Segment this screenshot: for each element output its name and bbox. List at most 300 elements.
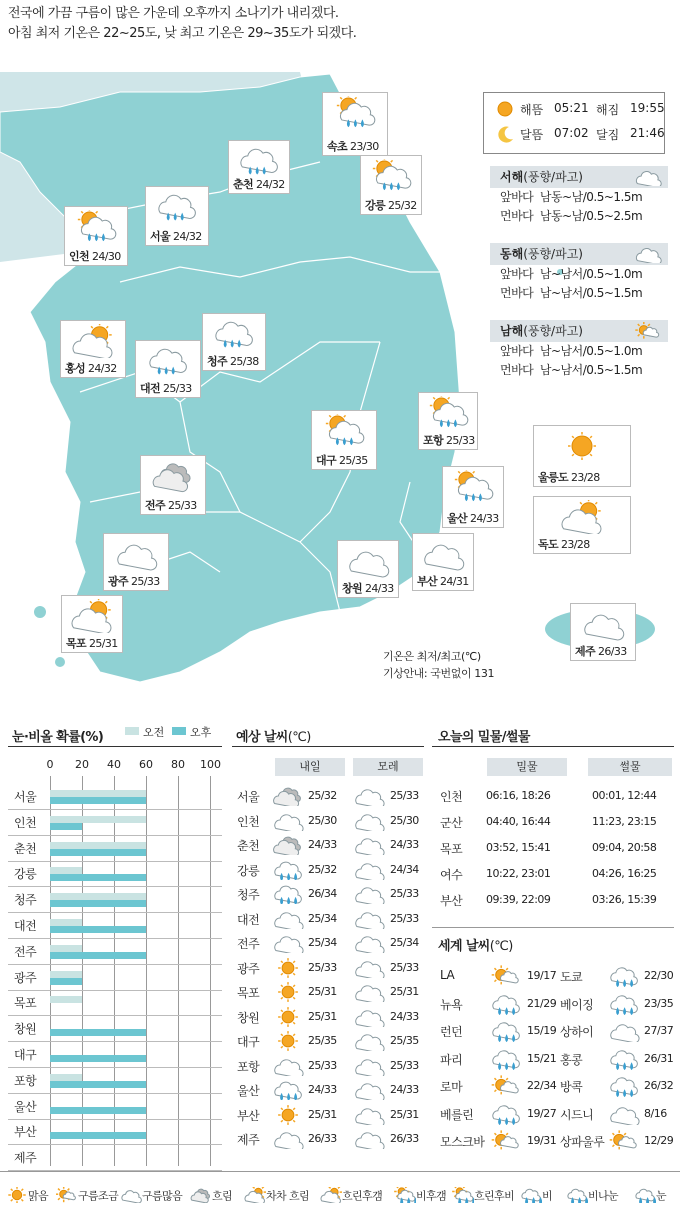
partly-cloudy-icon	[70, 599, 114, 637]
map-city-name: 목포	[66, 637, 87, 650]
precip-tick: 40	[107, 758, 121, 771]
forecast-after-temp: 25/31	[390, 1107, 419, 1121]
forecast-tomorrow-temp: 25/32	[308, 789, 337, 802]
map-city-3	[145, 186, 209, 246]
cloudy-icon	[272, 811, 304, 835]
forecast-tomorrow-temp: 25/33	[308, 1058, 337, 1072]
precip-pm-bar	[50, 1081, 146, 1088]
forecast-city: 전주	[237, 937, 260, 951]
precip-row-divider	[8, 809, 222, 810]
partly-sunny-icon	[490, 1075, 522, 1101]
map-city-16	[412, 533, 474, 591]
tide-low: 04:26, 16:25	[592, 867, 657, 880]
precip-row-divider	[8, 1067, 222, 1068]
tab-tomorrow: 내일	[275, 758, 345, 776]
world-temp-right: 26/31	[644, 1051, 674, 1065]
sea-far: 먼바다 남동~남/0.5~2.5m	[500, 209, 643, 223]
map-note	[383, 648, 494, 682]
precip-row-divider	[8, 912, 222, 913]
sea-box-1	[490, 243, 668, 303]
world-temp-left: 15/21	[527, 1051, 557, 1065]
cloudy-icon	[353, 1031, 385, 1055]
world-temp-right: 22/30	[644, 969, 674, 982]
legend-item	[56, 1187, 118, 1206]
precip-am-bar	[50, 816, 146, 823]
tide-high: 03:52, 15:41	[486, 841, 551, 854]
legend-item	[6, 1187, 48, 1206]
precip-am-bar	[50, 945, 82, 952]
moonrise-label: 달뜸	[520, 128, 544, 142]
temp-note: 기온은 최저/최고(℃)	[383, 650, 481, 663]
tides-divider	[432, 746, 674, 747]
sun-moon-box	[483, 92, 665, 154]
moon-icon	[497, 125, 515, 143]
map-city-11	[140, 455, 206, 515]
sunset-time: 19:55	[630, 101, 665, 115]
forecast-after-temp: 25/31	[390, 985, 419, 998]
precip-city: 창원	[14, 1022, 37, 1037]
legend-item	[566, 1187, 618, 1206]
moonset-label: 달짐	[596, 128, 620, 142]
sea-title: 동해(풍향/파고)	[490, 243, 668, 265]
cloudy-icon	[634, 245, 662, 270]
rain-icon	[272, 1080, 304, 1104]
world-temp-left: 21/29	[527, 996, 557, 1010]
rain-icon	[212, 317, 256, 355]
precip-title	[12, 726, 103, 745]
tab-high-tide: 밀물	[487, 758, 567, 776]
headline-line-2: 아침 최저 기온은 22~25도, 낮 최고 기온은 29~35도가 되겠다.	[8, 26, 357, 41]
cloudy-icon	[608, 1020, 640, 1046]
precip-row-divider	[8, 835, 222, 836]
precip-row-divider	[8, 1093, 222, 1094]
precip-divider	[8, 746, 222, 747]
world-city-right: 상하이	[560, 1025, 594, 1039]
map-city-name: 울릉도	[538, 471, 569, 484]
tide-low: 00:01, 12:44	[592, 789, 657, 802]
precip-tick: 20	[75, 758, 89, 771]
world-city-left: LA	[440, 968, 455, 982]
am-legend-swatch	[125, 727, 139, 735]
precip-am-bar	[50, 790, 146, 797]
forecast-tomorrow-temp: 24/33	[308, 1083, 337, 1096]
map-city-14	[103, 533, 169, 591]
precip-am-bar	[50, 971, 82, 978]
precip-city: 제주	[14, 1151, 37, 1166]
map-city-temp: 23/30	[347, 140, 379, 153]
legend-label: 흐린후갬	[342, 1189, 383, 1203]
legend-label: 맑음	[28, 1189, 49, 1203]
map-city-17	[61, 595, 123, 653]
map-city-18	[570, 603, 636, 661]
cloudy-icon	[114, 537, 158, 575]
partly-cloudy-icon	[244, 1187, 266, 1206]
cloudy-icon	[421, 537, 465, 575]
forecast-city: 창원	[237, 1010, 260, 1025]
map-city-temp: 25/33	[165, 499, 197, 512]
forecast-divider	[232, 746, 424, 747]
map-city-name: 창원	[342, 582, 363, 595]
cloudy-icon	[353, 933, 385, 957]
forecast-city: 포항	[237, 1059, 260, 1074]
legend-item	[452, 1187, 514, 1206]
world-city-left: 로마	[440, 1080, 463, 1094]
partly-sunny-icon	[56, 1187, 78, 1206]
precip-pm-bar	[50, 797, 146, 804]
rain-icon	[520, 1187, 542, 1206]
precip-pm-bar	[50, 874, 146, 881]
map-city-temp: 24/30	[89, 250, 121, 263]
tide-low: 11:23, 23:15	[592, 815, 657, 828]
sea-title: 남해(풍향/파고)	[490, 320, 668, 342]
sun-rain-icon	[369, 159, 413, 197]
precip-tick: 0	[46, 758, 54, 771]
tide-low: 09:04, 20:58	[592, 841, 657, 854]
map-city-9	[311, 410, 377, 470]
precip-row-divider	[8, 886, 222, 887]
tide-place: 군산	[440, 816, 463, 830]
moonrise-time: 07:02	[554, 126, 589, 140]
precip-city: 부산	[14, 1125, 37, 1140]
precip-city: 청주	[14, 893, 37, 908]
world-temp-right: 12/29	[644, 1134, 674, 1147]
legend-label: 비나눈	[588, 1189, 619, 1203]
map-city-0	[322, 92, 388, 156]
forecast-tomorrow-temp: 25/30	[308, 813, 337, 827]
sun-icon	[272, 1031, 304, 1055]
map-city-15	[337, 540, 399, 598]
map-city-temp: 24/32	[85, 362, 117, 375]
rain-icon	[272, 884, 304, 908]
forecast-tomorrow-temp: 25/32	[308, 862, 337, 876]
pm-legend-swatch	[172, 727, 186, 735]
cloudy-icon	[120, 1187, 142, 1206]
tide-high: 04:40, 16:44	[486, 815, 551, 828]
cloudy-icon	[353, 1129, 385, 1153]
precip-pm-bar	[50, 849, 146, 856]
precip-row-divider	[8, 1015, 222, 1016]
sun-rain-icon	[74, 210, 118, 248]
world-city-left: 베를린	[440, 1107, 474, 1122]
map-city-name: 청주	[207, 355, 228, 368]
tide-high: 09:39, 22:09	[486, 893, 551, 906]
map-city-name: 홍성	[65, 362, 86, 375]
forecast-tomorrow-temp: 26/34	[308, 887, 337, 900]
overcast-icon	[190, 1187, 212, 1206]
sun-rain-icon	[333, 96, 377, 134]
map-city-name: 서울	[150, 230, 171, 243]
forecast-tomorrow-temp: 26/33	[308, 1132, 337, 1145]
precip-city: 광주	[14, 970, 37, 985]
map-city-temp: 25/32	[385, 199, 417, 212]
legend-label: 구름많음	[142, 1189, 183, 1203]
partly-sunny-icon	[490, 1130, 522, 1156]
world-city-left: 런던	[440, 1025, 463, 1039]
sea-box-0	[490, 166, 668, 226]
precip-city: 전주	[14, 944, 37, 959]
map-city-temp: 25/33	[128, 575, 160, 588]
cloudy-icon	[353, 1105, 385, 1129]
sun-icon	[6, 1187, 28, 1206]
map-city-temp: 23/28	[568, 471, 600, 484]
sun-rain-icon	[426, 396, 470, 434]
precip-row-divider	[8, 1119, 222, 1120]
cloudy-icon	[353, 1080, 385, 1104]
icon-legend	[0, 1176, 680, 1215]
map-city-temp: 24/33	[467, 512, 499, 525]
partly-cloudy-icon	[560, 500, 604, 538]
precip-city: 인천	[14, 815, 37, 830]
legend-item	[190, 1187, 232, 1206]
world-temp-right: 26/32	[644, 1079, 674, 1092]
legend-item	[394, 1187, 446, 1206]
precip-am-bar	[50, 842, 146, 849]
precip-tick: 80	[171, 758, 185, 771]
tab-day-after: 모레	[353, 758, 423, 776]
cloudy-icon	[272, 1056, 304, 1080]
map-city-name: 제주	[575, 645, 596, 658]
precip-city: 포항	[14, 1073, 37, 1088]
sun-rain-icon	[452, 1187, 474, 1206]
precip-pm-bar	[50, 823, 82, 830]
partly-sunny-icon	[608, 1130, 640, 1156]
precip-pm-bar	[50, 1029, 146, 1036]
world-city-right: 도쿄	[560, 970, 583, 984]
map-city-name: 광주	[108, 575, 129, 588]
precip-city: 목포	[14, 996, 37, 1011]
partly-sunny-icon	[634, 322, 662, 347]
legend-label: 비	[542, 1189, 553, 1203]
headline	[8, 4, 356, 44]
forecast-tomorrow-temp: 25/31	[308, 1107, 337, 1121]
legend-label: 구름조금	[78, 1189, 119, 1203]
phone-note: 기상안내: 국번없이 131	[383, 667, 495, 680]
rain-icon	[490, 1048, 522, 1074]
partly-sunny-icon	[490, 965, 522, 991]
map-city-temp: 25/38	[227, 355, 259, 368]
world-title	[438, 935, 513, 954]
world-city-left: 모스크바	[440, 1135, 485, 1149]
precip-pm-bar	[50, 900, 146, 907]
world-city-right: 상파울루	[560, 1135, 605, 1149]
sun-icon	[272, 1105, 304, 1129]
sunset-label: 해짐	[596, 103, 620, 117]
legend-item	[320, 1187, 382, 1206]
forecast-after-temp: 25/33	[390, 789, 419, 802]
map-city-temp: 26/33	[595, 645, 627, 658]
forecast-after-temp: 24/34	[390, 862, 419, 876]
sun-icon	[272, 1007, 304, 1031]
world-temp-right: 23/35	[644, 996, 674, 1010]
map-city-temp: 25/31	[86, 637, 118, 650]
cloudy-icon	[608, 1103, 640, 1129]
legend-divider	[0, 1171, 680, 1172]
map-city-name: 대구	[316, 454, 337, 467]
precip-row-divider	[8, 990, 222, 991]
sunrise-sun-icon	[496, 100, 514, 118]
world-temp-left: 19/17	[527, 969, 557, 982]
precip-pm-bar	[50, 1132, 146, 1139]
rain-icon	[490, 993, 522, 1019]
overcast-icon	[151, 459, 195, 497]
forecast-city: 청주	[237, 888, 260, 902]
world-title-text: 세계 날씨	[438, 939, 490, 954]
sea-near: 앞바다 남~남서/0.5~1.0m	[500, 267, 643, 281]
map-city-temp: 24/32	[170, 230, 202, 243]
tide-high: 10:22, 23:01	[486, 867, 551, 880]
precip-pm-bar	[50, 926, 146, 933]
forecast-tomorrow-temp: 25/35	[308, 1034, 337, 1047]
world-temp-right: 27/37	[644, 1024, 674, 1037]
legend-item	[634, 1187, 666, 1206]
tide-place: 인천	[440, 790, 463, 804]
tide-high: 06:16, 18:26	[486, 789, 551, 802]
forecast-title-text: 예상 날씨	[236, 730, 288, 745]
am-legend-label: 오전	[143, 726, 165, 739]
forecast-city: 강릉	[237, 863, 260, 878]
forecast-city: 목포	[237, 986, 260, 1000]
sun-rain-icon	[451, 470, 495, 508]
rain-icon	[146, 344, 190, 382]
forecast-city: 울산	[237, 1084, 260, 1098]
cloudy-icon	[353, 860, 385, 884]
precip-city: 대전	[14, 919, 37, 933]
precip-am-bar	[50, 1074, 82, 1081]
precip-city: 강릉	[14, 867, 37, 882]
pm-legend-label: 오후	[190, 726, 212, 739]
precip-row-divider	[8, 1144, 222, 1145]
legend-label: 눈	[656, 1189, 667, 1203]
forecast-after-temp: 25/33	[390, 887, 419, 900]
precip-city: 서울	[14, 790, 37, 804]
partly-cloudy-icon	[320, 1187, 342, 1206]
headline-line-1: 전국에 가끔 구름이 많은 가운데 오후까지 소나기가 내리겠다.	[8, 6, 339, 21]
precip-row-divider	[8, 1041, 222, 1042]
map-city-temp: 24/31	[437, 575, 469, 588]
precip-title-text: 눈·비올 확률	[12, 730, 81, 745]
map-city-name: 인천	[69, 250, 90, 263]
cloudy-icon	[353, 786, 385, 810]
world-top-divider	[432, 927, 674, 928]
map-city-name: 전주	[145, 499, 166, 512]
cloudy-icon	[353, 811, 385, 835]
map-city-name: 대전	[140, 382, 161, 395]
map-city-1	[228, 140, 290, 194]
world-city-right: 시드니	[560, 1107, 594, 1122]
forecast-tomorrow-temp: 24/33	[308, 838, 337, 851]
legend-label: 흐림	[212, 1189, 233, 1203]
rain-icon	[608, 993, 640, 1019]
world-unit: (℃)	[489, 939, 513, 954]
forecast-tomorrow-temp: 25/33	[308, 960, 337, 974]
precip-city: 대구	[14, 1048, 37, 1062]
map-city-2	[360, 155, 422, 215]
forecast-title	[236, 726, 311, 745]
tide-place: 부산	[440, 894, 463, 908]
cloudy-icon	[634, 168, 662, 193]
forecast-city: 대구	[237, 1035, 260, 1049]
world-temp-left: 19/27	[527, 1106, 557, 1120]
rain-icon	[490, 1103, 522, 1129]
tide-low: 03:26, 15:39	[592, 893, 657, 906]
legend-item	[520, 1187, 552, 1206]
cloudy-icon	[353, 982, 385, 1006]
map-city-8	[418, 392, 478, 450]
cloudy-icon	[272, 909, 304, 933]
cloudy-icon	[353, 1056, 385, 1080]
world-temp-left: 22/34	[527, 1079, 557, 1092]
tides-title: 오늘의 밀물/썰물	[438, 730, 530, 745]
map-city-temp: 25/35	[336, 454, 368, 467]
rain-icon	[634, 1187, 656, 1206]
precip-city: 춘천	[14, 841, 37, 856]
precip-tick: 100	[200, 758, 221, 771]
world-city-left: 파리	[440, 1052, 463, 1067]
map-city-temp: 24/32	[253, 178, 285, 191]
sun-icon	[560, 429, 604, 467]
sea-box-2	[490, 320, 668, 380]
precip-pm-bar	[50, 952, 146, 959]
precip-row-divider	[8, 938, 222, 939]
cloudy-icon	[346, 544, 390, 582]
map-city-6	[60, 320, 126, 378]
map-city-12	[442, 466, 504, 528]
map-city-name: 포항	[423, 434, 444, 447]
forecast-tomorrow-temp: 25/34	[308, 911, 337, 925]
world-temp-left: 15/19	[527, 1024, 557, 1037]
sun-rain-icon	[394, 1187, 416, 1206]
cloudy-icon	[353, 884, 385, 908]
forecast-city: 부산	[237, 1108, 260, 1123]
map-city-temp: 25/33	[160, 382, 192, 395]
map-city-temp: 24/33	[362, 582, 394, 595]
world-city-right: 방콕	[560, 1080, 583, 1094]
rain-icon	[272, 860, 304, 884]
world-temp-right: 8/16	[644, 1106, 667, 1120]
map-city-10	[533, 425, 631, 487]
tide-place: 여수	[440, 868, 463, 882]
world-city-right: 베이징	[560, 997, 594, 1012]
sea-far: 먼바다 남~남서/0.5~1.5m	[500, 363, 643, 377]
cloudy-icon	[272, 1129, 304, 1153]
sea-near: 앞바다 남동~남/0.5~1.5m	[500, 190, 643, 204]
legend-label: 흐린후비	[474, 1189, 515, 1203]
forecast-after-temp: 25/30	[390, 813, 419, 827]
forecast-after-temp: 26/33	[390, 1132, 419, 1145]
map-city-name: 춘천	[233, 178, 254, 191]
precip-unit: (%)	[80, 730, 104, 745]
legend-label: 비후갬	[416, 1189, 447, 1203]
forecast-tomorrow-temp: 25/34	[308, 936, 337, 949]
cloudy-icon	[353, 909, 385, 933]
sun-icon	[272, 982, 304, 1006]
forecast-tomorrow-temp: 25/31	[308, 985, 337, 998]
sea-title: 서해(풍향/파고)	[490, 166, 668, 188]
forecast-unit: (℃)	[287, 730, 311, 745]
rain-icon	[608, 965, 640, 991]
tab-low-tide: 썰물	[588, 758, 672, 776]
precip-am-bar	[50, 919, 82, 926]
world-temp-left: 19/31	[527, 1134, 557, 1147]
forecast-after-temp: 24/33	[390, 838, 419, 851]
forecast-city: 광주	[237, 961, 260, 976]
map-city-name: 부산	[417, 575, 438, 588]
rain-icon	[155, 190, 199, 228]
legend-item	[244, 1187, 309, 1206]
cloudy-icon	[353, 958, 385, 982]
map-city-name: 울산	[447, 512, 468, 525]
forecast-tomorrow-temp: 25/31	[308, 1009, 337, 1023]
